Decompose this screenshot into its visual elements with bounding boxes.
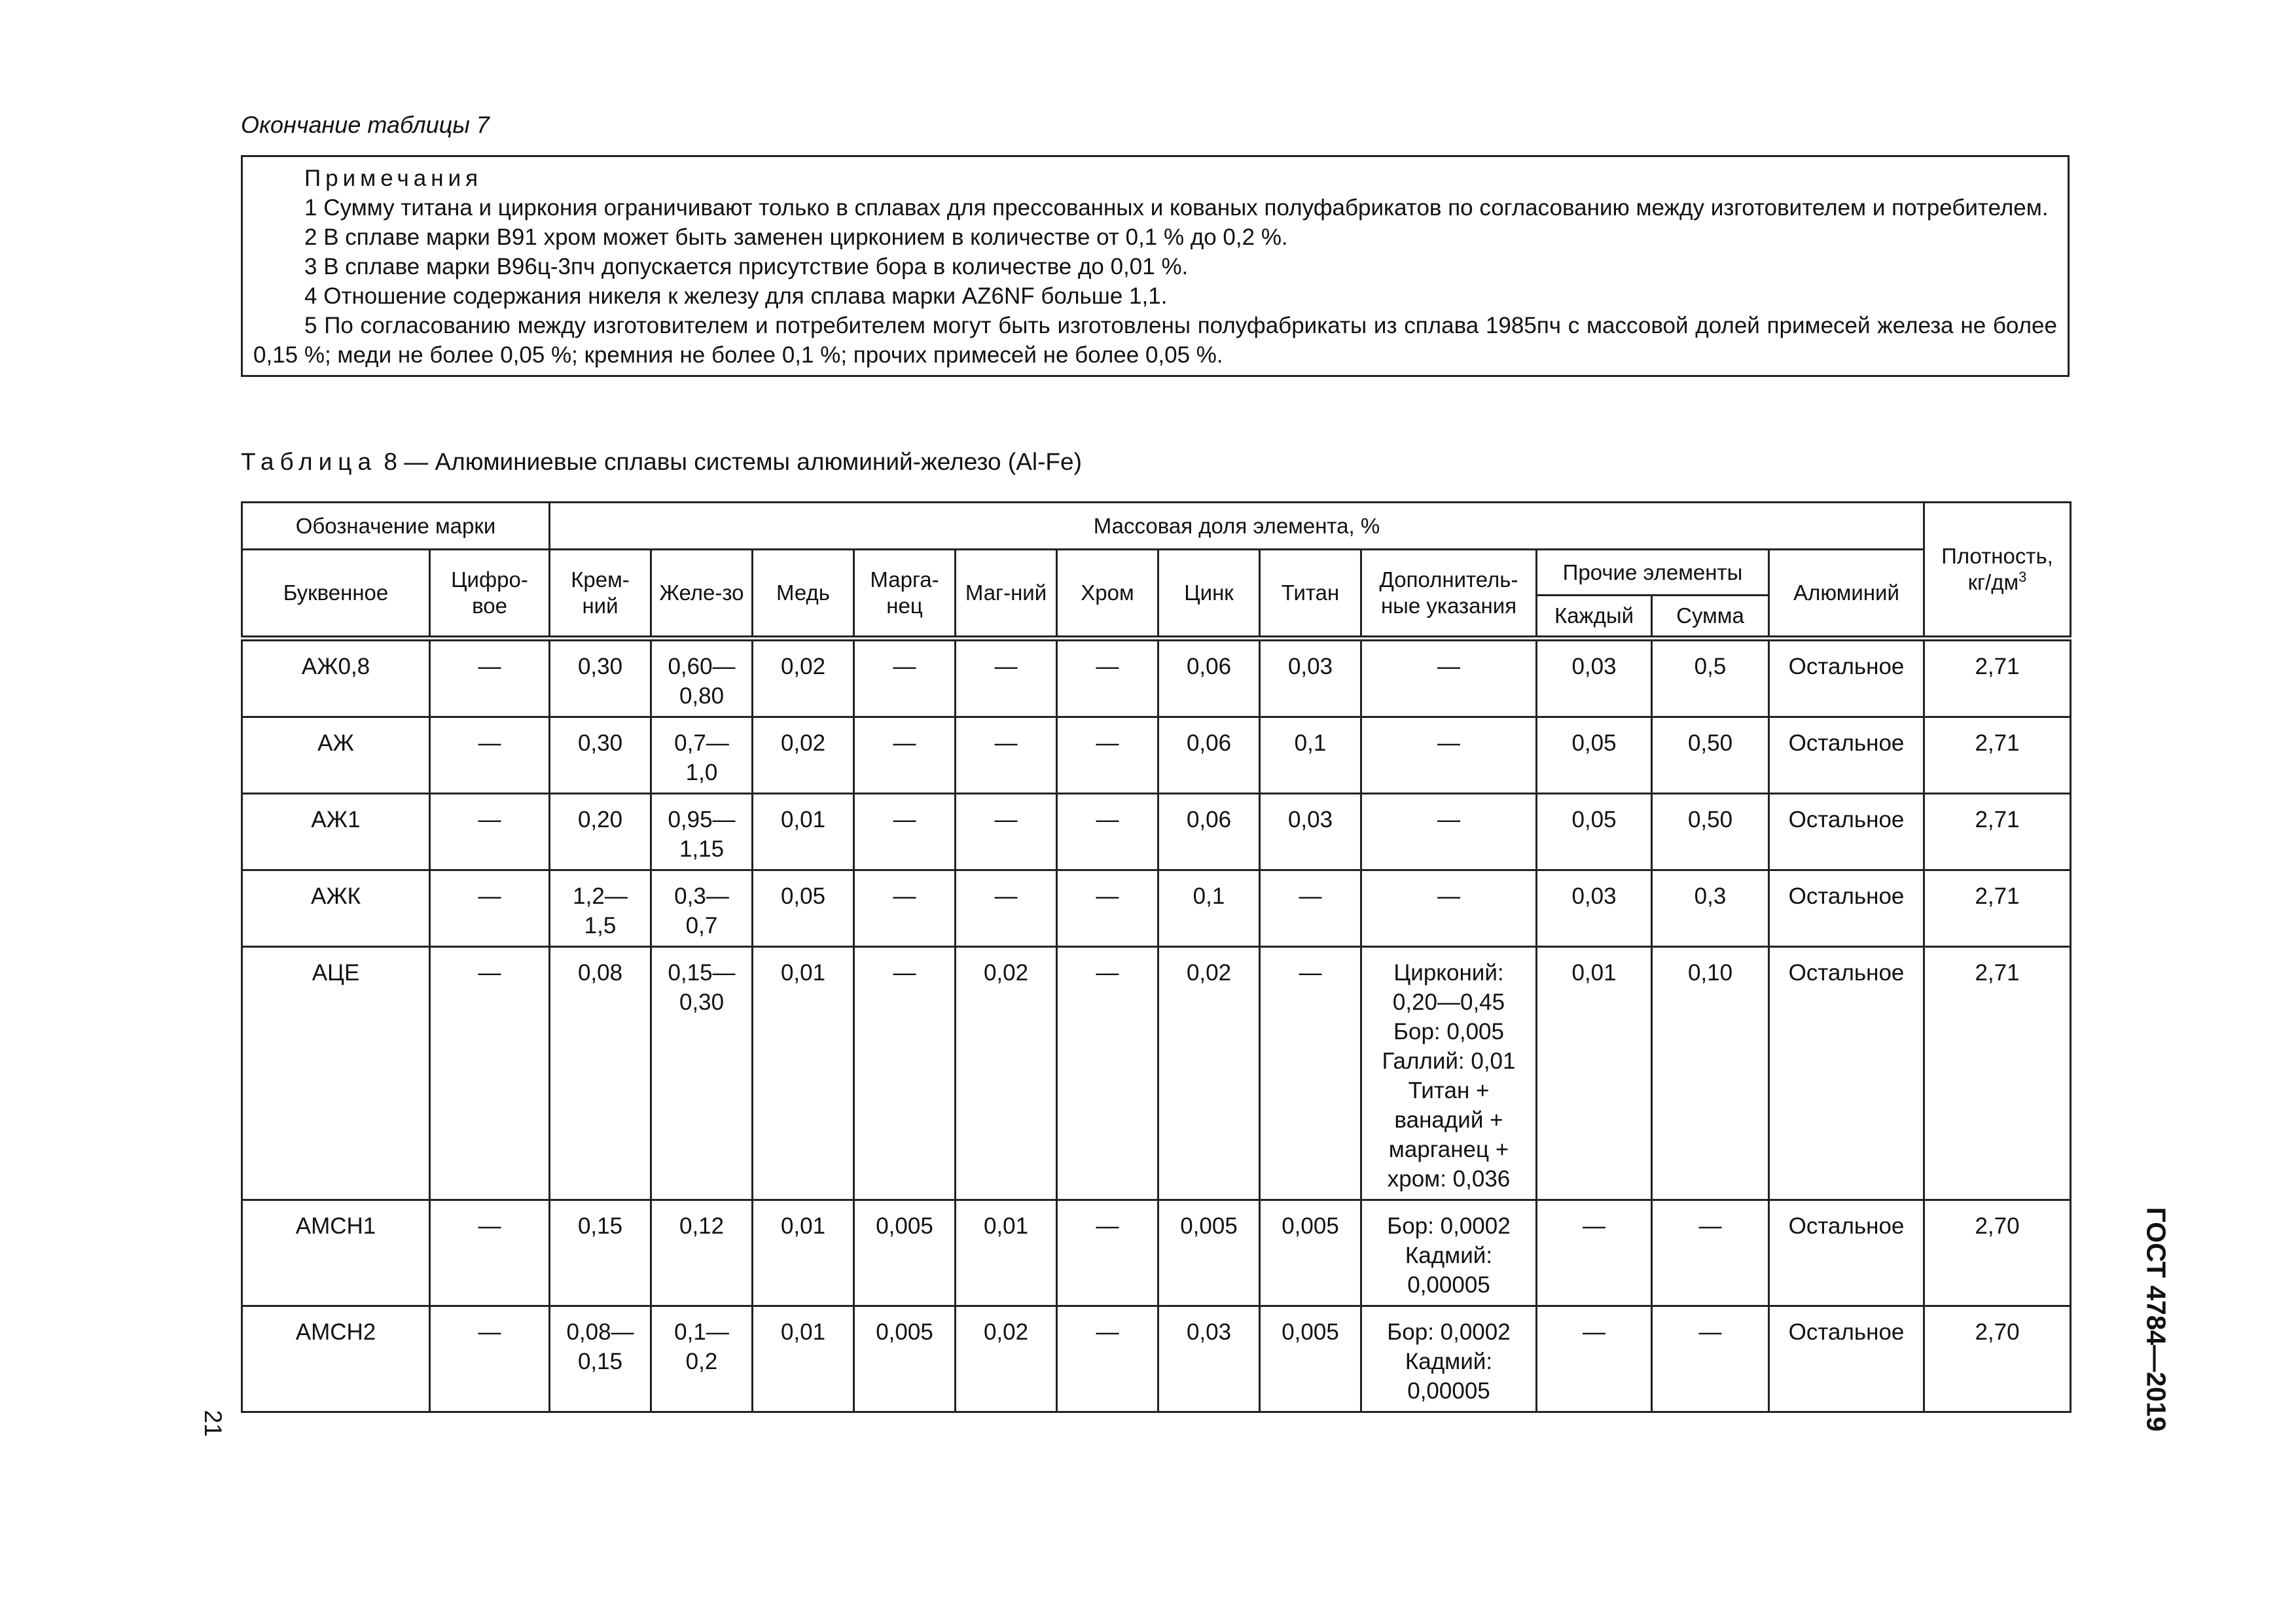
cell-iron: 0,12 [651,1200,753,1306]
cell-titanium: 0,1 [1260,717,1361,794]
note-4: 4 Отношение содержания никеля к железу для сплава марки AZ6NF больше 1,1. [304,283,1168,309]
note-3: 3 В сплаве марки В96ц-3пч допускается присутствие бора в количестве до 0,01 %. [304,254,1189,279]
cell-aluminum: Остальное [1769,1306,1924,1412]
cell-silicon: 0,30 [550,639,651,717]
cell-iron: 0,60— 0,80 [651,639,753,717]
cell-chromium: — [1057,1306,1158,1412]
cell-other-sum: 0,5 [1652,639,1769,717]
cell-chromium: — [1057,1200,1158,1306]
cell-other-each: 0,03 [1537,870,1652,947]
cell-zinc: 0,02 [1158,947,1260,1200]
cell-aluminum: Остальное [1769,947,1924,1200]
cell-chromium: — [1057,870,1158,947]
cell-iron: 0,95— 1,15 [651,794,753,870]
header-copper: Медь [753,550,854,639]
cell-aluminum: Остальное [1769,870,1924,947]
cell-other-sum: 0,3 [1652,870,1769,947]
cell-chromium: — [1057,947,1158,1200]
cell-zinc: 0,1 [1158,870,1260,947]
cell-aluminum: Остальное [1769,639,1924,717]
cell-titanium: 0,03 [1260,794,1361,870]
header-other-elements: Прочие элементы [1537,550,1769,596]
page-number: 21 [200,1410,226,1437]
cell-chromium: — [1057,639,1158,717]
cell-copper: 0,02 [753,717,854,794]
cell-magnesium: — [956,639,1057,717]
cell-other-each: 0,05 [1537,717,1652,794]
document-id: ГОСТ 4784—2019 [2141,1207,2172,1432]
cell-titanium: — [1260,947,1361,1200]
cell-additional-notes: — [1361,717,1537,794]
cell-copper: 0,01 [753,1200,854,1306]
header-iron: Желе-зо [651,550,753,639]
header-additional-notes: Дополнитель-ные указания [1361,550,1537,639]
cell-additional-notes: — [1361,794,1537,870]
cell-aluminum: Остальное [1769,794,1924,870]
cell-copper: 0,05 [753,870,854,947]
header-chromium: Хром [1057,550,1158,639]
cell-additional-notes: Бор: 0,0002 Кадмий: 0,00005 [1361,1306,1537,1412]
cell-grade-digital: — [430,947,550,1200]
header-digital: Цифро-вое [430,550,550,639]
cell-zinc: 0,06 [1158,794,1260,870]
cell-silicon: 0,30 [550,717,651,794]
cell-manganese: — [854,717,956,794]
table-row [242,639,2071,717]
cell-manganese: — [854,794,956,870]
cell-manganese: — [854,947,956,1200]
table-caption-label: Таблица [241,448,378,475]
cell-manganese: — [854,639,956,717]
cell-grade-letter: АЖ1 [242,794,430,870]
cell-titanium: 0,005 [1260,1306,1361,1412]
note-5: 5 По согласованию между изготовителем и потребителем могут быть изготовлены полуфабрикаты из сплава 1985пч с массовой долей примесей железа не более 0,15 %; меди не более 0,05 %; кремния не более 0,1 %; прочих примесей не более 0,05 %. [253,313,2057,368]
cell-iron: 0,3— 0,7 [651,870,753,947]
table-caption [241,448,1082,476]
cell-silicon: 0,08 [550,947,651,1200]
continuation-title: Окончание таблицы 7 [241,111,490,138]
cell-chromium: — [1057,794,1158,870]
cell-other-each: 0,03 [1537,639,1652,717]
cell-titanium: — [1260,870,1361,947]
cell-copper: 0,02 [753,639,854,717]
cell-additional-notes: — [1361,639,1537,717]
cell-grade-letter: АЦЕ [242,947,430,1200]
cell-density: 2,70 [1924,1200,2071,1306]
cell-zinc: 0,005 [1158,1200,1260,1306]
table-row [242,717,2071,794]
header-magnesium: Маг-ний [956,550,1057,639]
header-sum: Сумма [1652,596,1769,639]
header-density: Плотность, $кг/дм^3$ [1924,503,2071,639]
cell-zinc: 0,06 [1158,639,1260,717]
header-silicon: Крем-ний [550,550,651,639]
header-each: Каждый [1537,596,1652,639]
cell-additional-notes: — [1361,870,1537,947]
table-row [242,947,2071,1200]
cell-other-each: — [1537,1200,1652,1306]
cell-manganese: — [854,870,956,947]
cell-other-sum: 0,50 [1652,717,1769,794]
cell-magnesium: — [956,717,1057,794]
cell-silicon: 0,08— 0,15 [550,1306,651,1412]
table-row [242,794,2071,870]
cell-other-sum: 0,10 [1652,947,1769,1200]
cell-zinc: 0,06 [1158,717,1260,794]
cell-magnesium: 0,01 [956,1200,1057,1306]
cell-other-each: 0,05 [1537,794,1652,870]
table-row [242,1200,2071,1306]
cell-additional-notes: Бор: 0,0002 Кадмий: 0,00005 [1361,1200,1537,1306]
note-1: 1 Сумму титана и циркония ограничивают только в сплавах для прессованных и кованых полуфабрикатов по согласованию между изготовителем и потребителем. [304,195,2049,221]
cell-iron: 0,7— 1,0 [651,717,753,794]
notes-box [241,155,2070,377]
cell-aluminum: Остальное [1769,1200,1924,1306]
cell-grade-digital: — [430,639,550,717]
cell-aluminum: Остальное [1769,717,1924,794]
cell-titanium: 0,03 [1260,639,1361,717]
cell-manganese: 0,005 [854,1306,956,1412]
cell-iron: 0,15— 0,30 [651,947,753,1200]
cell-grade-digital: — [430,717,550,794]
header-zinc: Цинк [1158,550,1260,639]
table-caption-text: 8 — Алюминиевые сплавы системы алюминий-железо (Al-Fe) [384,448,1082,475]
cell-magnesium: — [956,794,1057,870]
cell-grade-letter: АЖ [242,717,430,794]
cell-grade-letter: АЖ0,8 [242,639,430,717]
cell-grade-digital: — [430,1306,550,1412]
table-row [242,1306,2071,1412]
header-grade-designation: Обозначение марки [242,503,550,550]
cell-additional-notes: Цирконий: 0,20—0,45 Бор: 0,005 Галлий: 0,01 Титан + ванадий + марганец + хром: 0,036 [1361,947,1537,1200]
cell-silicon: 0,15 [550,1200,651,1306]
cell-iron: 0,1— 0,2 [651,1306,753,1412]
cell-copper: 0,01 [753,947,854,1200]
cell-magnesium: 0,02 [956,947,1057,1200]
cell-magnesium: — [956,870,1057,947]
cell-other-each: — [1537,1306,1652,1412]
alloy-table [241,501,2072,1413]
header-manganese: Марга-нец [854,550,956,639]
cell-other-each: 0,01 [1537,947,1652,1200]
cell-zinc: 0,03 [1158,1306,1260,1412]
cell-grade-letter: АМСН1 [242,1200,430,1306]
header-mass-fraction: Массовая доля элемента, % [550,503,1924,550]
cell-manganese: 0,005 [854,1200,956,1306]
cell-grade-digital: — [430,794,550,870]
cell-grade-digital: — [430,1200,550,1306]
cell-copper: 0,01 [753,1306,854,1412]
cell-magnesium: 0,02 [956,1306,1057,1412]
cell-density: 2,71 [1924,639,2071,717]
cell-density: 2,71 [1924,870,2071,947]
note-2: 2 В сплаве марки В91 хром может быть заменен цирконием в количестве от 0,1 % до 0,2 %. [304,224,1288,250]
cell-grade-digital: — [430,870,550,947]
header-aluminum: Алюминий [1769,550,1924,639]
cell-copper: 0,01 [753,794,854,870]
notes-heading: Примечания [304,166,483,191]
cell-silicon: 1,2— 1,5 [550,870,651,947]
cell-density: 2,71 [1924,947,2071,1200]
cell-titanium: 0,005 [1260,1200,1361,1306]
cell-density: 2,71 [1924,794,2071,870]
cell-density: 2,71 [1924,717,2071,794]
table-row [242,870,2071,947]
cell-other-sum: 0,50 [1652,794,1769,870]
cell-grade-letter: АМСН2 [242,1306,430,1412]
cell-silicon: 0,20 [550,794,651,870]
cell-other-sum: — [1652,1200,1769,1306]
header-letter: Буквенное [242,550,430,639]
header-titanium: Титан [1260,550,1361,639]
cell-grade-letter: АЖК [242,870,430,947]
cell-chromium: — [1057,717,1158,794]
cell-other-sum: — [1652,1306,1769,1412]
cell-density: 2,70 [1924,1306,2071,1412]
